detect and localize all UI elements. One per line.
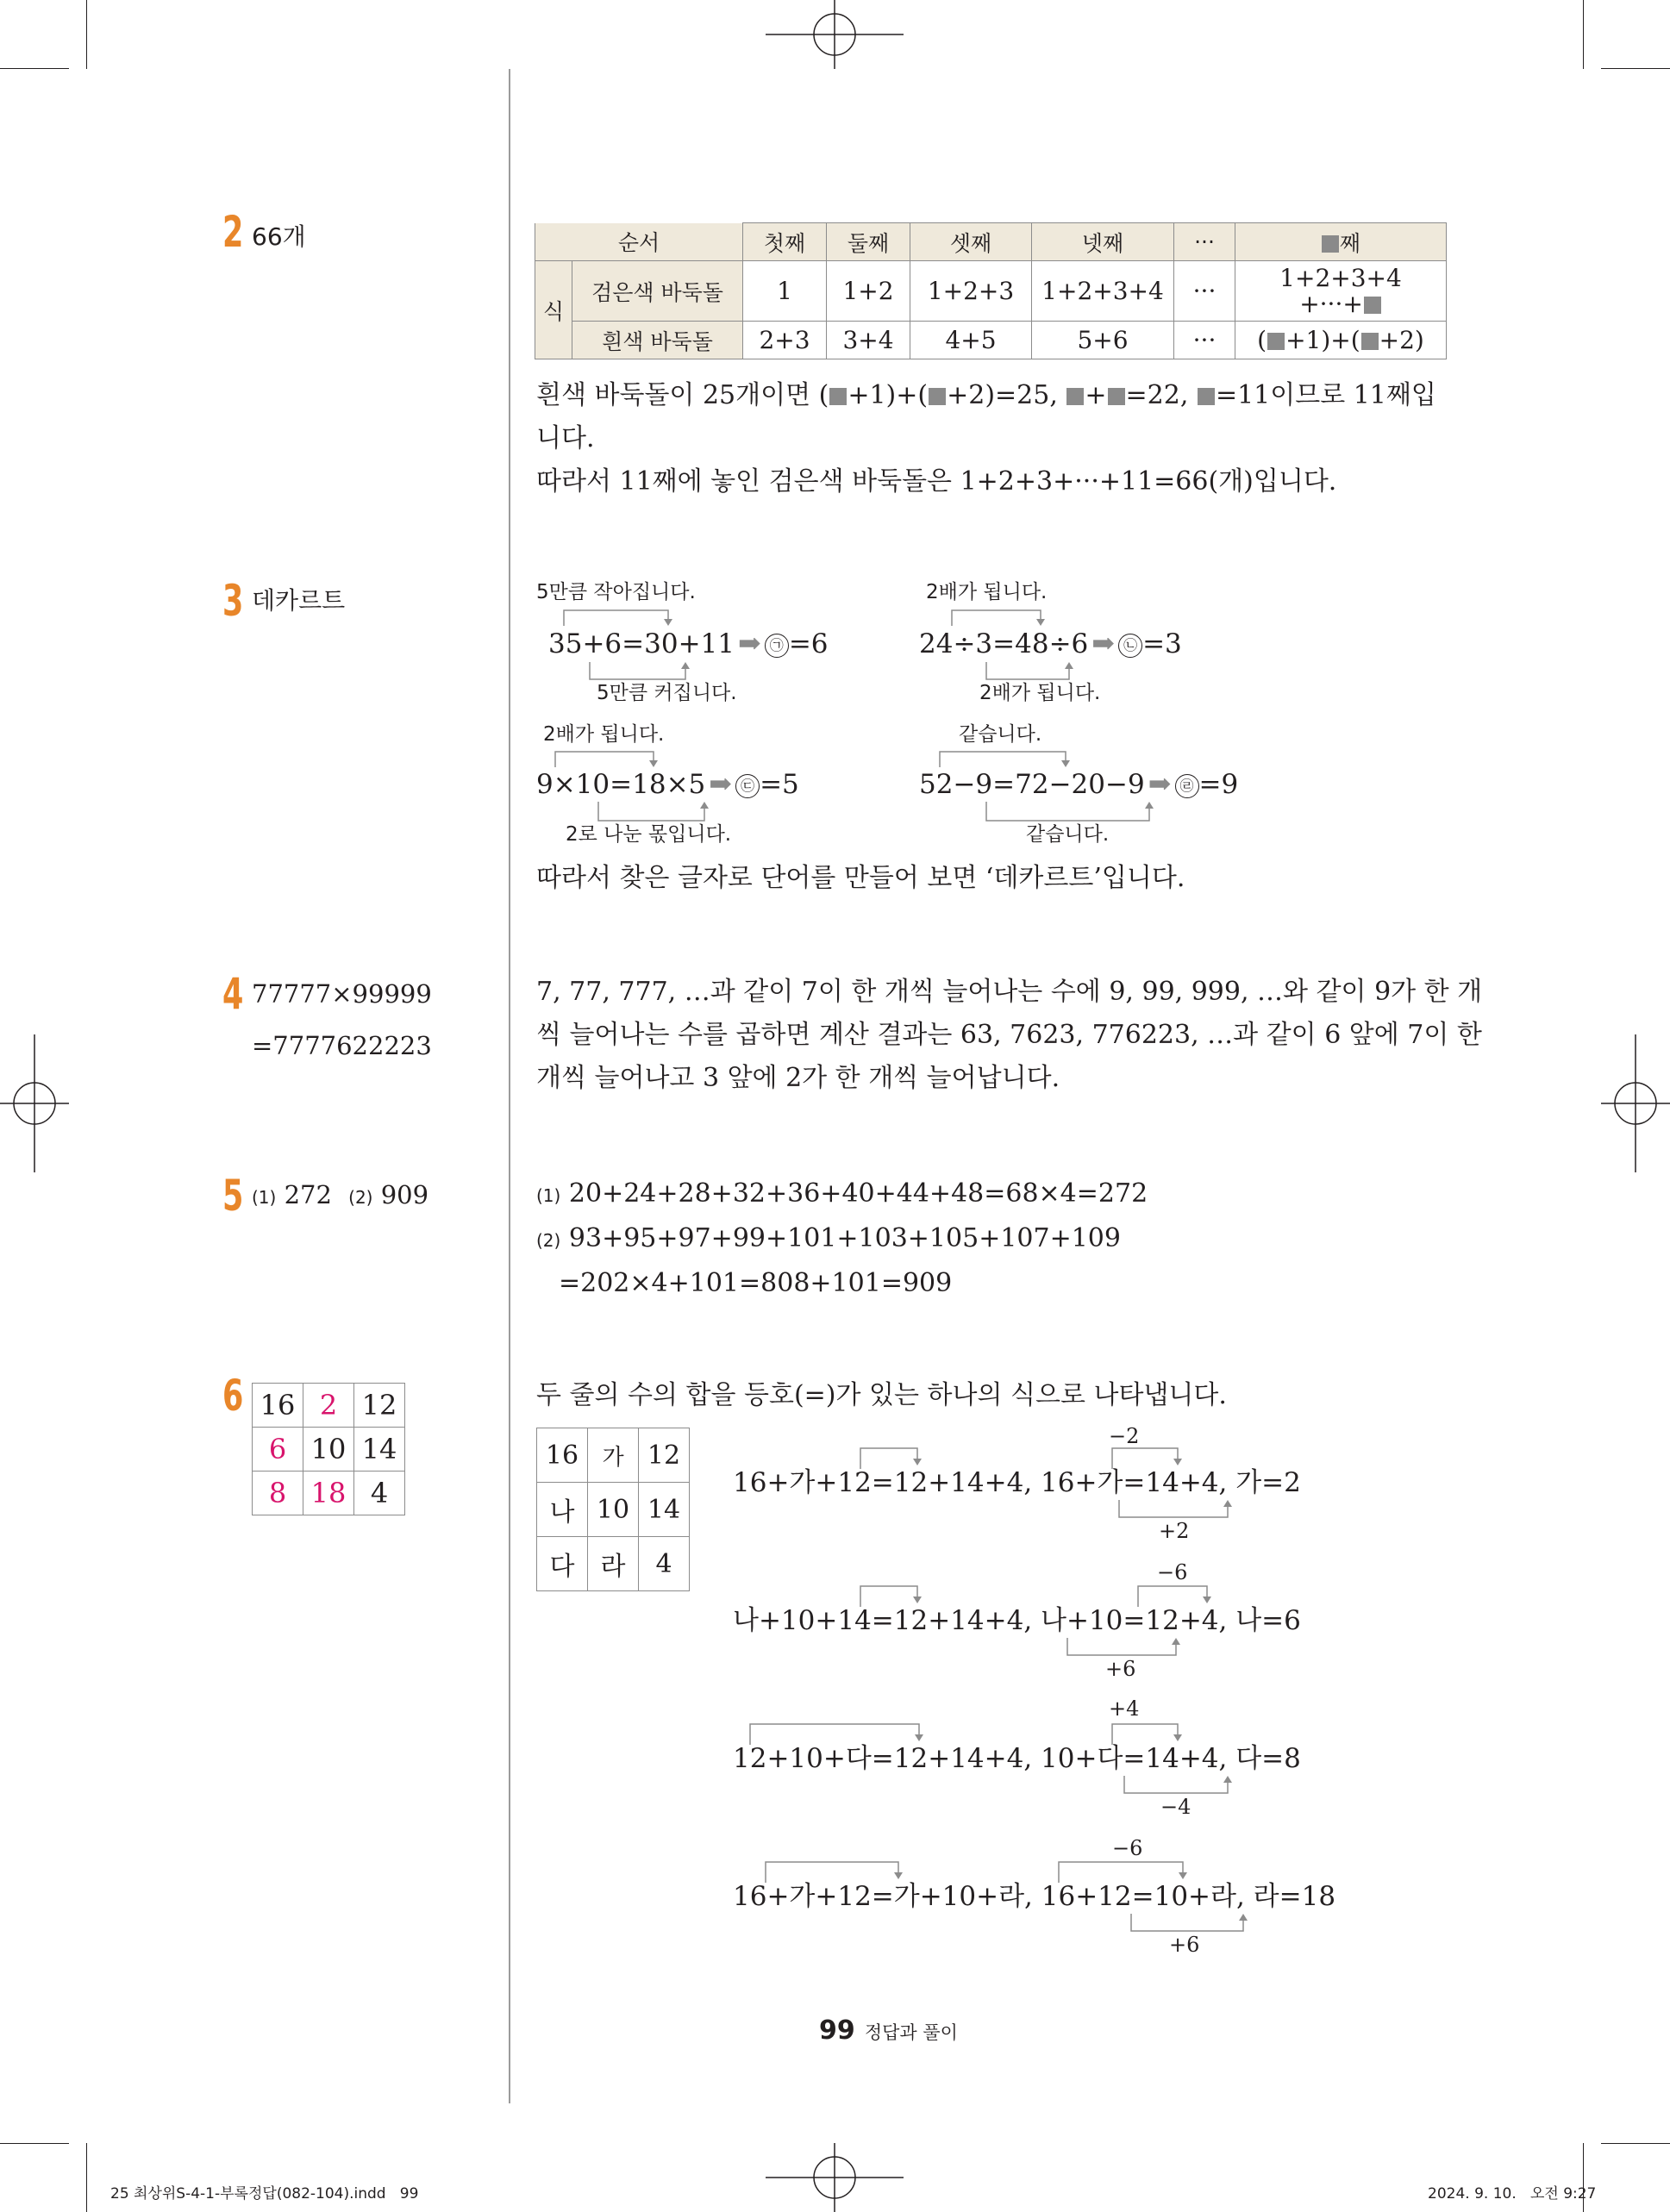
q4-line2: 씩 늘어나는 수를 곱하면 계산 결과는 63, 7623, 776223, …과 같이 6 앞에 7이 한 [536,1020,1482,1050]
table-cell: 3+4 [827,322,910,359]
answer-grid-cell: 18 [303,1472,354,1515]
answer-grid-cell: 16 [253,1384,303,1428]
q3b-expression [919,628,1182,659]
answer-5-part1: 272 [284,1180,332,1209]
circled-letter: ㉢ [735,774,760,798]
page-footer [819,2015,958,2046]
q3c-top-note: 2배가 됩니다. [543,723,665,746]
puzzle-cell: 라 [588,1537,639,1591]
q3-conclusion: 따라서 찾은 글자로 단어를 만들어 보면 ‘데카르트’입니다. [536,863,1185,893]
q4-explanation [536,971,1482,1100]
eq3-bottom-label: −4 [1160,1795,1192,1819]
answer-grid-cell: 2 [303,1384,354,1428]
answer-5 [252,1180,428,1212]
table-header: 넷째 [1032,223,1174,261]
table-cell: 1+2 [827,261,910,322]
circled-letter: ㉣ [1175,774,1199,798]
text: +2)=25, [947,380,1066,410]
right-arrow-icon: ➡ [709,767,733,800]
q3b-bottom-note: 2배가 됩니다. [979,682,1101,704]
text: =22, [1125,380,1197,410]
table-header: 둘째 [827,223,910,261]
answer-2: 66개 [252,222,306,251]
puzzle-cell: 나 [537,1483,588,1537]
pattern-table [535,222,1447,359]
text: +1)+( [848,380,929,410]
question-number-2: 2 [222,207,244,257]
row-label-black: 검은색 바둑돌 [572,261,743,322]
q3d-bottom-note: 같습니다. [1026,823,1110,846]
puzzle-cell: 12 [639,1428,690,1483]
table-cell-text: +2) [1379,326,1424,354]
answer-3: 데카르트 [252,586,346,615]
table-cell-text: +1)+( [1285,326,1360,354]
eq2-bottom-label: +6 [1105,1657,1136,1681]
q3d-expression [919,768,1238,800]
answer-5-part2-label: (2) [348,1187,373,1208]
table-cell [1235,322,1447,359]
table-cell-line [1235,291,1446,317]
registration-mark-top [766,0,904,69]
q6-puzzle-grid [536,1428,690,1591]
q3b-top-note: 2배가 됩니다. [926,581,1048,603]
answer-grid-cell: 8 [253,1472,303,1515]
eq4-expression: 16+가+12=가+10+라, 16+12=10+라, 라=18 [733,1881,1336,1912]
q2-line1 [536,374,1436,417]
eq3-top-label: +4 [1109,1696,1140,1721]
answer-4-line2: =7777622223 [252,1031,432,1060]
table-cell: ··· [1174,261,1235,322]
eq1-expression: 16+가+12=12+14+4, 16+가=14+4, 가=2 [733,1467,1301,1498]
eq4-bottom-label: +6 [1169,1933,1200,1957]
q6-intro: 두 줄의 수의 합을 등호(=)가 있는 하나의 식으로 나타냅니다. [536,1380,1227,1410]
eq4-top-label: −6 [1112,1836,1143,1860]
q3a-bottom-note: 5만큼 커집니다. [597,682,737,704]
right-arrow-icon: ➡ [1148,767,1172,800]
q3d-top-note: 같습니다. [959,723,1042,746]
q2-line2: 니다. [536,423,595,453]
square-icon [1267,333,1285,350]
puzzle-cell: 다 [537,1537,588,1591]
answer-6-grid [252,1383,405,1515]
result: =6 [788,628,829,659]
table-header: 순서 [535,223,743,261]
puzzle-cell: 10 [588,1483,639,1537]
eq1-bottom-label: +2 [1159,1519,1190,1543]
expression: 93+95+97+99+101+103+105+107+109 [568,1223,1121,1253]
registration-mark-left [0,1034,69,1172]
registration-mark-bottom [766,2143,904,2212]
square-icon [1108,388,1125,405]
puzzle-cell: 4 [639,1537,690,1591]
eq3-expression: 12+10+다=12+14+4, 10+다=14+4, 다=8 [733,1743,1301,1774]
q2-line3: 따라서 11째에 놓인 검은색 바둑돌은 1+2+3+···+11=66(개)입니다. [536,466,1337,497]
square-icon [929,388,946,405]
part-label: (2) [536,1230,561,1251]
question-number-4: 4 [222,969,244,1019]
square-icon [829,388,847,405]
expression: 35+6=30+11 [548,628,735,659]
square-icon [1364,297,1381,314]
puzzle-cell: 16 [537,1428,588,1483]
table-cell: 2+3 [743,322,827,359]
table-cell-line: 1+2+3+4 [1279,263,1402,292]
q3c-expression [536,768,799,800]
row-label-white: 흰색 바둑돌 [572,322,743,359]
column-divider [509,69,510,2103]
puzzle-cell: 14 [639,1483,690,1537]
table-cell: 1+2+3+4 [1032,261,1174,322]
q5-explanation [536,1172,1148,1305]
q4-line1: 7, 77, 777, …과 같이 7이 한 개씩 늘어나는 수에 9, 99, 999, …와 같이 9가 한 개 [536,977,1483,1007]
square-icon [1198,388,1215,405]
part-label: (1) [536,1185,561,1206]
result: =3 [1142,628,1182,659]
question-number-3: 3 [222,576,244,626]
square-icon [1322,235,1339,253]
answer-grid-cell: 4 [354,1472,405,1515]
table-side-label: 식 [535,261,572,359]
print-date: 2024. 9. 10. 오전 9:27 [1428,2185,1597,2203]
table-cell: 1+2+3 [910,261,1032,322]
table-header: 첫째 [743,223,827,261]
table-cell: 4+5 [910,322,1032,359]
puzzle-cell: 가 [588,1428,639,1483]
answer-grid-cell: 14 [354,1428,405,1472]
table-header: 셋째 [910,223,1032,261]
answer-5-part1-label: (1) [252,1187,277,1208]
q3c-bottom-note: 2로 나눈 몫입니다. [566,823,732,846]
right-arrow-icon: ➡ [1091,627,1116,659]
q5-line1 [536,1172,1148,1217]
square-icon [1066,388,1084,405]
expression: 9×10=18×5 [536,769,706,800]
table-header [1235,223,1447,261]
answer-grid-cell: 6 [253,1428,303,1472]
question-number-6: 6 [222,1371,244,1421]
result: =9 [1198,769,1239,800]
question-number-5: 5 [222,1171,244,1221]
q3c-top-arrow [552,748,664,769]
q3d-top-arrow [936,748,1074,769]
eq2-expression: 나+10+14=12+14+4, 나+10=12+4, 나=6 [733,1605,1301,1636]
table-cell-text: +···+ [1299,289,1363,318]
q3a-top-note: 5만큼 작아집니다. [536,581,696,603]
eq2-top-label: −6 [1157,1560,1188,1584]
q4-line3: 개씩 늘어나고 3 앞에 2가 한 개씩 늘어납니다. [536,1063,1060,1093]
text: 흰색 바둑돌이 25개이면 ( [536,380,829,410]
q3b-top-arrow [948,607,1052,628]
page-label: 정답과 풀이 [864,2022,958,2043]
table-cell: ··· [1174,322,1235,359]
answer-grid-cell: 12 [354,1384,405,1428]
table-header: ··· [1174,223,1235,261]
q5-line2 [536,1217,1148,1262]
table-cell [1235,261,1447,322]
expression: 24÷3=48÷6 [919,628,1089,659]
table-cell: 1 [743,261,827,322]
answer-4-line1: 77777×99999 [252,979,432,1009]
expression: 20+24+28+32+36+40+44+48=68×4=272 [568,1178,1148,1209]
eq1-top-label: −2 [1109,1424,1140,1448]
page-number: 99 [819,2015,855,2046]
circled-letter: ㉡ [1118,634,1142,658]
answer-5-part2: 909 [380,1180,429,1209]
file-info: 25 최상위S-4-1-부록정답(082-104).indd 99 [110,2185,419,2203]
q5-line3: =202×4+101=808+101=909 [559,1268,953,1298]
right-arrow-icon: ➡ [738,627,761,659]
answer-grid-cell: 10 [303,1428,354,1472]
table-cell: 5+6 [1032,322,1174,359]
expression: 52−9=72−20−9 [919,769,1145,800]
text: + [1085,380,1107,410]
q2-explanation [536,374,1436,503]
text: =11이므로 11째입 [1215,380,1436,410]
q3a-expression [548,628,829,659]
result: =5 [760,769,799,800]
q3a-top-arrow [560,607,681,628]
square-icon [1361,333,1379,350]
table-cell-text: ( [1257,326,1267,354]
table-header-label: 째 [1339,230,1361,256]
circled-letter: ㉠ [765,634,789,658]
registration-mark-right [1601,1034,1670,1172]
